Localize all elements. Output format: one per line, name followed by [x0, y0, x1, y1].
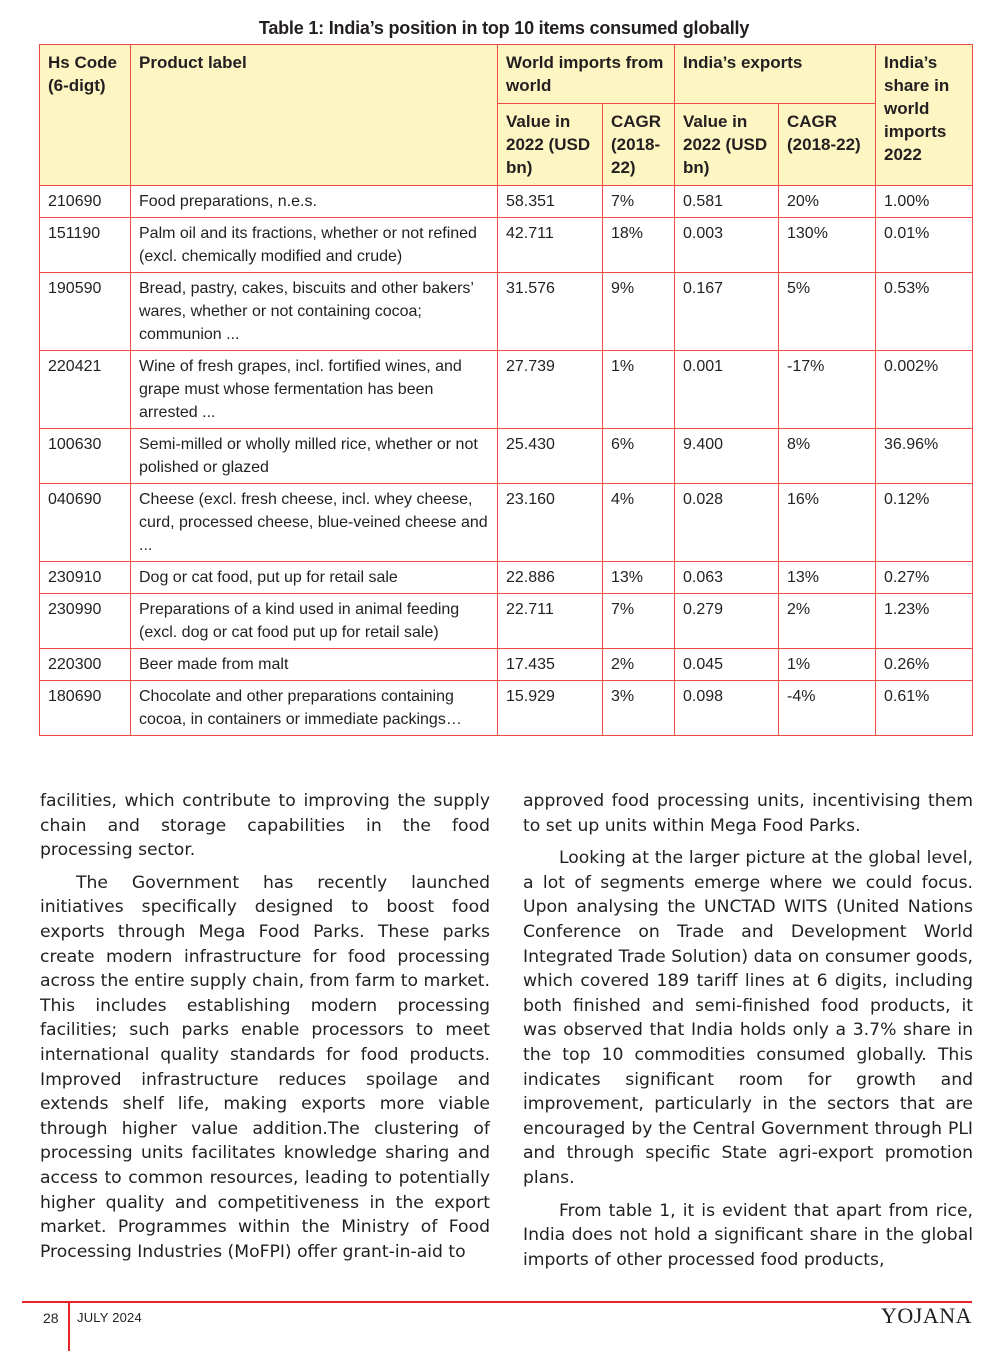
- cell-world-cagr: 13%: [603, 562, 675, 594]
- cell-world-cagr: 4%: [603, 484, 675, 562]
- cell-product-label: Beer made from malt: [131, 649, 498, 681]
- cell-india-value: 0.098: [675, 681, 779, 736]
- cell-india-cagr: -4%: [779, 681, 876, 736]
- header-product-label: Product label: [131, 45, 498, 186]
- header-world-imports: World imports from world: [498, 45, 675, 104]
- cell-hs-code: 180690: [40, 681, 131, 736]
- cell-product-label: Palm oil and its fractions, whether or not refined (excl. chemically modified and crude): [131, 218, 498, 273]
- cell-product-label: Bread, pastry, cakes, biscuits and other bakers’ wares, whether or not containing cocoa; communion ...: [131, 273, 498, 351]
- cell-india-value: 0.279: [675, 594, 779, 649]
- cell-india-cagr: 8%: [779, 429, 876, 484]
- cell-india-share: 1.00%: [876, 186, 973, 218]
- cell-world-value: 22.886: [498, 562, 603, 594]
- table-row: [40, 562, 973, 594]
- table-row: [40, 649, 973, 681]
- header-india-cagr: CAGR (2018-22): [779, 104, 876, 186]
- cell-product-label: Wine of fresh grapes, incl. fortified wines, and grape must whose fermentation has been arrested ...: [131, 351, 498, 429]
- header-india-exports: India’s exports: [675, 45, 876, 104]
- cell-india-cagr: 2%: [779, 594, 876, 649]
- table-title: Table 1: India’s position in top 10 items consumed globally: [258, 18, 750, 38]
- cell-india-cagr: -17%: [779, 351, 876, 429]
- cell-hs-code: 220421: [40, 351, 131, 429]
- paragraph: Looking at the larger picture at the global level, a lot of segments emerge where we could focus. Upon analysing the UNCTAD WITS (United Nations Conference on Trade and Development World Integrated Trade Solution) data on consumer goods, which covered 189 tariff lines at 6 digits, including both finished and semi-finished food products, it was observed that India holds only a 3.7% share in the top 10 commodities consumed globally. This indicates significant room for growth and improvement, particularly in the sectors that are encouraged by the Central Government through PLI and through specific State agri-export promotion plans.: [523, 848, 973, 1188]
- table-row: [40, 218, 973, 273]
- table-row: [40, 351, 973, 429]
- cell-india-value: 0.003: [675, 218, 779, 273]
- cell-india-value: 0.167: [675, 273, 779, 351]
- header-hs-code: Hs Code (6-digt): [40, 45, 131, 186]
- cell-hs-code: 100630: [40, 429, 131, 484]
- header-india-share: India’s share in world imports 2022: [876, 45, 973, 186]
- cell-india-value: 0.001: [675, 351, 779, 429]
- cell-india-cagr: 16%: [779, 484, 876, 562]
- cell-india-cagr: 5%: [779, 273, 876, 351]
- article-left-column: [40, 789, 490, 1272]
- paragraph: approved food processing units, incentivising them to set up units within Mega Food Parks.: [523, 791, 973, 836]
- table-row: [40, 484, 973, 562]
- cell-india-share: 0.01%: [876, 218, 973, 273]
- cell-world-value: 31.576: [498, 273, 603, 351]
- cell-hs-code: 151190: [40, 218, 131, 273]
- table-row: [40, 273, 973, 351]
- cell-india-share: 0.61%: [876, 681, 973, 736]
- cell-india-share: 1.23%: [876, 594, 973, 649]
- cell-hs-code: 210690: [40, 186, 131, 218]
- cell-india-cagr: 20%: [779, 186, 876, 218]
- cell-india-share: 0.002%: [876, 351, 973, 429]
- paragraph: facilities, which contribute to improving the supply chain and storage capabilities in the food processing sector.: [40, 791, 490, 861]
- cell-india-value: 9.400: [675, 429, 779, 484]
- cell-india-value: 0.028: [675, 484, 779, 562]
- cell-hs-code: 230990: [40, 594, 131, 649]
- cell-india-share: 0.53%: [876, 273, 973, 351]
- header-india-value: Value in 2022 (USD bn): [675, 104, 779, 186]
- table-row: [40, 594, 973, 649]
- cell-india-share: 0.27%: [876, 562, 973, 594]
- cell-world-value: 17.435: [498, 649, 603, 681]
- table-row: [40, 681, 973, 736]
- cell-world-value: 15.929: [498, 681, 603, 736]
- cell-world-value: 25.430: [498, 429, 603, 484]
- cell-world-cagr: 3%: [603, 681, 675, 736]
- cell-hs-code: 040690: [40, 484, 131, 562]
- cell-world-value: 42.711: [498, 218, 603, 273]
- cell-world-value: 27.739: [498, 351, 603, 429]
- cell-india-cagr: 130%: [779, 218, 876, 273]
- cell-hs-code: 220300: [40, 649, 131, 681]
- article-right-column: [523, 789, 973, 1280]
- header-world-cagr: CAGR (2018-22): [603, 104, 675, 186]
- cell-product-label: Dog or cat food, put up for retail sale: [131, 562, 498, 594]
- cell-india-value: 0.045: [675, 649, 779, 681]
- cell-world-cagr: 7%: [603, 594, 675, 649]
- cell-world-value: 23.160: [498, 484, 603, 562]
- header-row-1: [40, 45, 973, 104]
- cell-product-label: Chocolate and other preparations containing cocoa, in containers or immediate packings…: [131, 681, 498, 736]
- page-number: 28: [43, 1310, 59, 1326]
- cell-product-label: Cheese (excl. fresh cheese, incl. whey cheese, curd, processed cheese, blue-veined cheese and ...: [131, 484, 498, 562]
- cell-world-value: 22.711: [498, 594, 603, 649]
- cell-product-label: Semi-milled or wholly milled rice, whether or not polished or glazed: [131, 429, 498, 484]
- cell-world-cagr: 1%: [603, 351, 675, 429]
- footer-divider: [68, 1302, 70, 1351]
- header-world-value: Value in 2022 (USD bn): [498, 104, 603, 186]
- cell-hs-code: 190590: [40, 273, 131, 351]
- paragraph: The Government has recently launched initiatives specifically designed to boost food exports through Mega Food Parks. These parks create modern infrastructure for food processing across the entire supply chain, from farm to market. This includes establishing modern processing facilities; such parks enable processors to meet international quality standards for food products. Improved infrastructure reduces spoilage and extends shelf life, making exports more viable through higher value addition.The clustering of processing units facilitates knowledge sharing and access to common resources, leading to potentially higher quality and competitiveness in the export market. Programmes within the Ministry of Food Processing Industries (MoFPI) offer grant-in-aid to: [40, 872, 490, 1262]
- cell-world-cagr: 18%: [603, 218, 675, 273]
- cell-india-share: 0.12%: [876, 484, 973, 562]
- magazine-name: YOJANA: [881, 1303, 972, 1328]
- footer-rule: [22, 1301, 972, 1303]
- cell-world-cagr: 6%: [603, 429, 675, 484]
- cell-product-label: Preparations of a kind used in animal feeding (excl. dog or cat food put up for retail sale): [131, 594, 498, 649]
- issue-date: JULY 2024: [77, 1310, 142, 1325]
- cell-india-cagr: 13%: [779, 562, 876, 594]
- cell-india-share: 0.26%: [876, 649, 973, 681]
- cell-india-value: 0.581: [675, 186, 779, 218]
- cell-india-cagr: 1%: [779, 649, 876, 681]
- table-row: [40, 186, 973, 218]
- data-table: [39, 44, 973, 736]
- table-row: [40, 429, 973, 484]
- cell-world-cagr: 7%: [603, 186, 675, 218]
- cell-world-cagr: 9%: [603, 273, 675, 351]
- cell-hs-code: 230910: [40, 562, 131, 594]
- cell-world-value: 58.351: [498, 186, 603, 218]
- cell-product-label: Food preparations, n.e.s.: [131, 186, 498, 218]
- cell-india-value: 0.063: [675, 562, 779, 594]
- paragraph: From table 1, it is evident that apart from rice, India does not hold a significant share in the global imports of other processed food products,: [523, 1200, 973, 1270]
- cell-world-cagr: 2%: [603, 649, 675, 681]
- cell-india-share: 36.96%: [876, 429, 973, 484]
